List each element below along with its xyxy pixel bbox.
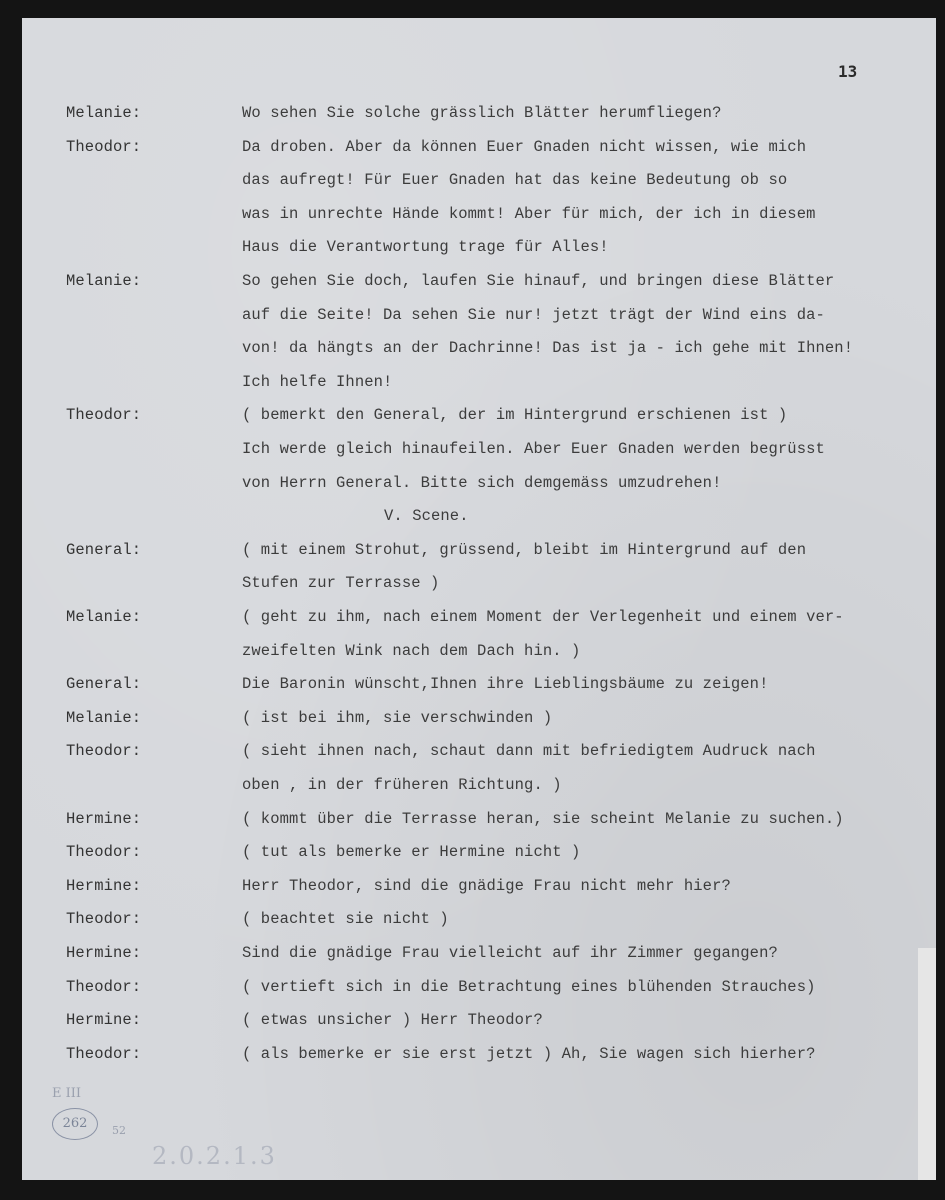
script-line [22,205,912,231]
script-line [22,810,912,836]
script-line [22,978,912,1004]
dialogue-text: Sind die gnädige Frau vielleicht auf ihr Zimmer gegangen? [242,944,778,962]
dialogue-text: Haus die Verantwortung trage für Alles! [242,238,609,257]
speaker-name: General: [66,675,142,694]
dialogue-text: oben , in der früheren Richtung. ) [242,776,562,794]
dialogue-text: So gehen Sie doch, laufen Sie hinauf, und bringen diese Blätter [242,272,835,290]
speaker-name: Theodor: [66,977,142,996]
dialogue-text: ( tut als bemerke er Hermine nicht ) [242,843,581,862]
speaker-name: Hermine: [66,944,142,962]
speaker-name: Hermine: [66,809,142,828]
dialogue-text: Ich werde gleich hinaufeilen. Aber Euer Gnaden werden begrüsst [242,440,825,458]
paper-edge [918,948,936,1180]
dialogue-text: ( kommt über die Terrasse heran, sie scheint Melanie zu suchen.) [242,809,844,828]
script-line [22,675,912,701]
script-line [22,104,912,130]
script-line [22,574,912,600]
speaker-name: Theodor: [66,742,142,761]
dialogue-text: Die Baronin wünscht,Ihnen ihre Lieblingsbäume zu zeigen! [242,675,769,694]
dialogue-text: ( ist bei ihm, sie verschwinden ) [242,708,553,727]
speaker-name: Melanie: [66,104,142,122]
archive-stamp-oval: 262 [52,1108,98,1140]
dialogue-text: ( vertieft sich in die Betrachtung eines blühenden Strauches) [242,977,816,996]
script-line [22,138,912,164]
script-line [22,642,912,668]
dialogue-text: von Herrn General. Bitte sich demgemäss umzudrehen! [242,473,722,492]
dialogue-text: Wo sehen Sie solche grässlich Blätter herumfliegen? [242,104,722,122]
script-line [22,910,912,936]
dialogue-text: ( sieht ihnen nach, schaut dann mit befriedigtem Audruck nach [242,742,816,761]
speaker-name: Hermine: [66,1011,142,1030]
dialogue-text: Herr Theodor, sind die gnädige Frau nicht mehr hier? [242,876,731,895]
page-number: 13 [838,62,858,81]
speaker-name: Theodor: [66,910,142,929]
script-line [22,742,912,768]
pencil-inventory-number: 2.0.2.1.3 [152,1142,277,1170]
dialogue-text: ( mit einem Strohut, grüssend, bleibt im Hintergrund auf den [242,540,807,559]
script-line [22,776,912,802]
speaker-name: Melanie: [66,272,142,290]
archive-signature: E III [52,1086,82,1101]
archive-number: 52 [112,1124,126,1137]
dialogue-text: ( etwas unsicher ) Herr Theodor? [242,1011,543,1030]
scene-heading: V. Scene. [384,507,469,526]
speaker-name: Hermine: [66,876,142,895]
script-line [22,406,912,432]
script-line [22,608,912,634]
speaker-name: Theodor: [66,137,142,156]
script-line [22,306,912,332]
speaker-name: Theodor: [66,1044,142,1063]
script-line [22,474,912,500]
speaker-name: Theodor: [66,843,142,862]
script-line [22,541,912,567]
dialogue-text: ( als bemerke er sie erst jetzt ) Ah, Sie wagen sich hierher? [242,1044,816,1063]
speaker-name: Melanie: [66,608,142,626]
dialogue-text: ( geht zu ihm, nach einem Moment der Verlegenheit und einem ver- [242,608,844,626]
dialogue-text: Ich helfe Ihnen! [242,372,393,391]
script-line [22,877,912,903]
speaker-name: General: [66,540,142,559]
script-line [22,843,912,869]
dialogue-text: auf die Seite! Da sehen Sie nur! jetzt trägt der Wind eins da- [242,305,825,324]
typescript-page [22,18,936,1180]
dialogue-text: Stufen zur Terrasse ) [242,574,440,593]
dialogue-text: ( bemerkt den General, der im Hintergrund erschienen ist ) [242,406,788,425]
speaker-name: Theodor: [66,406,142,425]
script-line [22,440,912,466]
script-line [22,1045,912,1071]
script-line [22,373,912,399]
script-line [22,709,912,735]
dialogue-text: ( beachtet sie nicht ) [242,910,449,929]
dialogue-text: Da droben. Aber da können Euer Gnaden nicht wissen, wie mich [242,137,807,156]
speaker-name: Melanie: [66,708,142,727]
script-line [22,238,912,264]
script-line [22,507,912,533]
script-line [22,171,912,197]
dialogue-text: das aufregt! Für Euer Gnaden hat das keine Bedeutung ob so [242,171,788,190]
dialogue-text: was in unrechte Hände kommt! Aber für mich, der ich in diesem [242,204,816,223]
script-line [22,272,912,298]
dialogue-text: zweifelten Wink nach dem Dach hin. ) [242,641,581,660]
dialogue-text: von! da hängts an der Dachrinne! Das ist ja - ich gehe mit Ihnen! [242,339,854,358]
script-line [22,1011,912,1037]
script-line [22,339,912,365]
script-line [22,944,912,970]
